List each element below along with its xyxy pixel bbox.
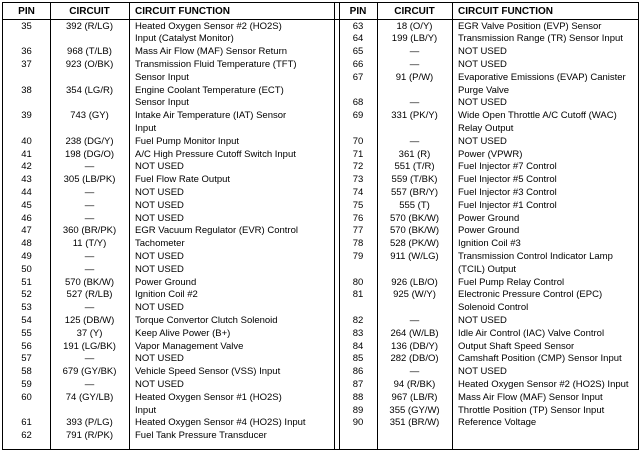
circuit-code: 360 (BR/PK): [62, 225, 117, 237]
pin-number: 67: [352, 71, 364, 83]
circuit-code: —: [409, 314, 420, 326]
circuit-code: [50, 123, 129, 135]
pinout-table: [2, 2, 639, 450]
circuit-function: Fuel Injector #5 Control: [458, 174, 557, 186]
circuit-code: 923 (O/BK): [65, 58, 114, 70]
circuit-code: [50, 405, 129, 417]
circuit-code: 570 (BK/W): [389, 212, 440, 224]
circuit-code: —: [84, 186, 95, 198]
circuit-function: Power Ground: [458, 225, 520, 237]
pin-number: [3, 123, 50, 135]
pin-number: 50: [21, 263, 32, 275]
circuit-function: Camshaft Position (CMP) Sensor Input: [458, 353, 622, 365]
circuit-function: Transmission Range (TR) Sensor Input: [458, 33, 623, 45]
circuit-code: 361 (R): [398, 148, 431, 160]
circuit-function: EGR Vacuum Regulator (EVR) Control: [135, 225, 298, 237]
circuit-function: A/C High Pressure Cutoff Switch Input: [135, 148, 296, 160]
circuit-code: —: [84, 263, 95, 275]
circuit-code: 331 (PK/Y): [391, 110, 438, 122]
circuit-function: NOT USED: [135, 378, 184, 390]
circuit-function: Evaporative Emissions (EVAP) Canister: [458, 71, 626, 83]
circuit-code: 94 (R/BK): [393, 378, 436, 390]
circuit-code: 238 (DG/Y): [65, 135, 114, 147]
circuit-function: NOT USED: [135, 186, 184, 198]
pin-number: [339, 85, 377, 97]
pin-number: 40: [21, 135, 32, 147]
circuit-function: Input: [135, 122, 157, 134]
pin-number: 80: [352, 276, 364, 288]
circuit-code: 74 (GY/LB): [65, 391, 114, 403]
pin-number: 51: [21, 276, 32, 288]
pin-number: 77: [352, 225, 364, 237]
circuit-function: (TCIL) Output: [458, 263, 517, 275]
column-divider: [334, 3, 335, 449]
pin-number: 66: [352, 58, 364, 70]
column-divider: [129, 3, 130, 449]
circuit-function: Reference Voltage: [458, 417, 537, 429]
pin-number: 48: [21, 238, 32, 250]
circuit-function: Fuel Flow Rate Output: [135, 174, 231, 186]
circuit-function: NOT USED: [458, 135, 507, 147]
pin-number: 41: [21, 148, 32, 160]
circuit-code: 570 (BK/W): [389, 225, 440, 237]
circuit-code: 791 (R/PK): [66, 430, 113, 442]
circuit-function: NOT USED: [135, 353, 184, 365]
pin-number: 62: [21, 430, 32, 442]
pin-number: [339, 123, 377, 135]
pin-number: 46: [21, 212, 32, 224]
circuit-code: 305 (LB/PK): [63, 174, 116, 186]
header-pin-right: PIN: [349, 5, 367, 17]
pin-number: 37: [21, 58, 32, 70]
circuit-function: Input (Catalyst Monitor): [135, 33, 234, 45]
circuit-code: 37 (Y): [76, 327, 103, 339]
pin-number: [339, 302, 377, 314]
circuit-code: 393 (P/LG): [66, 417, 113, 429]
header-function-left: CIRCUIT FUNCTION: [135, 5, 230, 17]
pin-number: 58: [21, 366, 32, 378]
pin-number: 43: [21, 174, 32, 186]
circuit-function: NOT USED: [135, 199, 184, 211]
circuit-code: —: [84, 199, 95, 211]
circuit-function: Torque Convertor Clutch Solenoid: [135, 314, 278, 326]
circuit-code: 264 (W/LB): [390, 327, 439, 339]
circuit-code: —: [409, 366, 420, 378]
pin-number: 69: [352, 110, 364, 122]
circuit-function: Intake Air Temperature (IAT) Sensor: [135, 110, 287, 122]
circuit-function: Heated Oxygen Sensor #2 (HO2S) Input: [458, 378, 629, 390]
circuit-code: 911 (W/LG): [390, 250, 439, 262]
pin-number: 55: [21, 327, 32, 339]
pin-number: 83: [352, 327, 364, 339]
pin-number: 88: [352, 391, 364, 403]
circuit-code: —: [84, 161, 95, 173]
circuit-function: Power (VPWR): [458, 148, 523, 160]
pin-number: 70: [352, 135, 364, 147]
circuit-function: Fuel Injector #1 Control: [458, 199, 557, 211]
circuit-function: Fuel Tank Pressure Transducer: [135, 430, 267, 442]
header-function-right: CIRCUIT FUNCTION: [458, 5, 553, 17]
pin-number: 39: [21, 110, 32, 122]
column-divider: [452, 3, 453, 449]
circuit-function: Sensor Input: [135, 97, 189, 109]
circuit-code: 528 (PK/W): [389, 238, 440, 250]
pin-number: 64: [352, 33, 364, 45]
pin-number: 90: [352, 417, 364, 429]
pin-number: 44: [21, 186, 32, 198]
circuit-function: Power Ground: [135, 276, 197, 288]
circuit-code: 967 (LB/R): [391, 391, 438, 403]
circuit-code: —: [84, 250, 95, 262]
pin-number: 45: [21, 199, 32, 211]
circuit-code: [377, 264, 452, 276]
circuit-function: Vehicle Speed Sensor (VSS) Input: [135, 366, 281, 378]
circuit-code: 557 (BR/Y): [391, 186, 438, 198]
pin-number: 57: [21, 353, 32, 365]
circuit-function: Sensor Input: [135, 71, 189, 83]
pin-number: 75: [352, 199, 364, 211]
pin-number: 81: [352, 289, 364, 301]
header-circuit-left: CIRCUIT: [69, 5, 110, 17]
circuit-function: Transmission Fluid Temperature (TFT): [135, 58, 297, 70]
circuit-function: NOT USED: [458, 314, 507, 326]
circuit-function: NOT USED: [458, 97, 507, 109]
pin-number: 78: [352, 238, 364, 250]
circuit-code: —: [409, 46, 420, 58]
circuit-code: 199 (LB/Y): [391, 33, 438, 45]
pin-number: 61: [21, 417, 32, 429]
circuit-function: Fuel Injector #3 Control: [458, 186, 557, 198]
circuit-function: Purge Valve: [458, 84, 510, 96]
circuit-code: 392 (R/LG): [66, 20, 113, 32]
circuit-function: Tachometer: [135, 238, 185, 250]
pin-number: 89: [352, 404, 364, 416]
circuit-code: [50, 72, 129, 84]
circuit-code: 11 (T/Y): [72, 238, 107, 250]
pin-number: 72: [352, 161, 364, 173]
circuit-code: 555 (T): [399, 199, 430, 211]
pin-number: 42: [21, 161, 32, 173]
circuit-code: 91 (P/W): [395, 71, 434, 83]
circuit-function: Idle Air Control (IAC) Valve Control: [458, 327, 605, 339]
circuit-function: EGR Valve Position (EVP) Sensor: [458, 20, 602, 32]
circuit-code: 551 (T/R): [394, 161, 435, 173]
pin-number: 49: [21, 250, 32, 262]
circuit-function: Heated Oxygen Sensor #4 (HO2S) Input: [135, 417, 306, 429]
circuit-function: Vapor Management Valve: [135, 340, 244, 352]
circuit-function: Wide Open Throttle A/C Cutoff (WAC): [458, 110, 617, 122]
circuit-function: NOT USED: [135, 212, 184, 224]
circuit-code: —: [84, 378, 95, 390]
pin-number: 54: [21, 314, 32, 326]
circuit-code: 559 (T/BK): [391, 174, 438, 186]
circuit-code: 351 (BR/W): [389, 417, 440, 429]
circuit-code: [377, 123, 452, 135]
circuit-code: —: [409, 135, 420, 147]
pin-number: 52: [21, 289, 32, 301]
circuit-code: 136 (DB/Y): [391, 340, 438, 352]
circuit-function: Electronic Pressure Control (EPC): [458, 289, 603, 301]
circuit-code: 354 (LG/R): [66, 84, 113, 96]
pin-number: 60: [21, 391, 32, 403]
circuit-function: NOT USED: [135, 302, 184, 314]
circuit-code: 198 (DG/O): [64, 148, 115, 160]
circuit-code: —: [409, 97, 420, 109]
pin-number: 53: [21, 302, 32, 314]
circuit-code: 743 (GY): [70, 110, 109, 122]
circuit-code: 18 (O/Y): [396, 20, 433, 32]
circuit-function: NOT USED: [135, 161, 184, 173]
circuit-function: Heated Oxygen Sensor #2 (HO2S): [135, 20, 282, 32]
circuit-code: 925 (W/Y): [393, 289, 436, 301]
circuit-function: Engine Coolant Temperature (ECT): [135, 84, 284, 96]
circuit-code: 926 (LB/O): [391, 276, 438, 288]
circuit-function: NOT USED: [458, 366, 507, 378]
circuit-code: [377, 302, 452, 314]
circuit-function: Mass Air Flow (MAF) Sensor Input: [458, 391, 603, 403]
circuit-code: 968 (T/LB): [67, 46, 112, 58]
circuit-code: 125 (DB/W): [64, 314, 115, 326]
circuit-function: Heated Oxygen Sensor #1 (HO2S): [135, 391, 282, 403]
circuit-function: Input: [135, 404, 157, 416]
pin-number: [3, 405, 50, 417]
circuit-function: Fuel Pump Monitor Input: [135, 135, 240, 147]
pin-number: [3, 33, 50, 45]
pin-number: 35: [21, 20, 32, 32]
pin-number: 65: [352, 46, 364, 58]
pin-number: 56: [21, 340, 32, 352]
circuit-function: Power Ground: [458, 212, 520, 224]
pin-number: 36: [21, 46, 32, 58]
pin-number: 87: [352, 378, 364, 390]
circuit-code: 355 (GY/W): [389, 404, 440, 416]
circuit-code: 679 (GY/BK): [62, 366, 117, 378]
pin-number: 74: [352, 186, 364, 198]
circuit-code: —: [409, 58, 420, 70]
circuit-function: Ignition Coil #3: [458, 238, 521, 250]
circuit-function: NOT USED: [135, 263, 184, 275]
pin-number: 84: [352, 340, 364, 352]
pin-number: 73: [352, 174, 364, 186]
circuit-function: NOT USED: [458, 58, 507, 70]
pin-number: 68: [352, 97, 364, 109]
pin-number: 63: [352, 20, 364, 32]
circuit-function: Keep Alive Power (B+): [135, 327, 231, 339]
circuit-function: NOT USED: [458, 46, 507, 58]
pin-number: 47: [21, 225, 32, 237]
pin-number: 86: [352, 366, 364, 378]
circuit-code: [50, 33, 129, 45]
circuit-code: —: [84, 212, 95, 224]
pin-number: 76: [352, 212, 364, 224]
circuit-code: [377, 85, 452, 97]
circuit-code: 570 (BK/W): [64, 276, 115, 288]
header-circuit-right: CIRCUIT: [394, 5, 435, 17]
circuit-code: [50, 97, 129, 109]
pin-number: 82: [352, 314, 364, 326]
pin-number: 79: [352, 250, 364, 262]
pin-number: [339, 264, 377, 276]
pin-number: 85: [352, 353, 364, 365]
pin-number: [3, 97, 50, 109]
circuit-code: 191 (LG/BK): [63, 340, 116, 352]
circuit-code: —: [84, 353, 95, 365]
circuit-code: 527 (R/LB): [66, 289, 113, 301]
circuit-function: Fuel Pump Relay Control: [458, 276, 565, 288]
pin-number: 59: [21, 378, 32, 390]
circuit-function: Solenoid Control: [458, 302, 529, 314]
circuit-code: 282 (DB/O): [390, 353, 439, 365]
circuit-function: Ignition Coil #2: [135, 289, 198, 301]
header-pin-left: PIN: [18, 5, 35, 17]
circuit-function: Throttle Position (TP) Sensor Input: [458, 404, 605, 416]
circuit-code: —: [84, 302, 95, 314]
circuit-function: Mass Air Flow (MAF) Sensor Return: [135, 46, 288, 58]
pin-number: 71: [352, 148, 364, 160]
pin-number: 38: [21, 84, 32, 96]
circuit-function: NOT USED: [135, 250, 184, 262]
circuit-function: Fuel Injector #7 Control: [458, 161, 557, 173]
circuit-function: Transmission Control Indicator Lamp: [458, 250, 613, 262]
pin-number: [3, 72, 50, 84]
circuit-function: Relay Output: [458, 122, 514, 134]
circuit-function: Output Shaft Speed Sensor: [458, 340, 575, 352]
